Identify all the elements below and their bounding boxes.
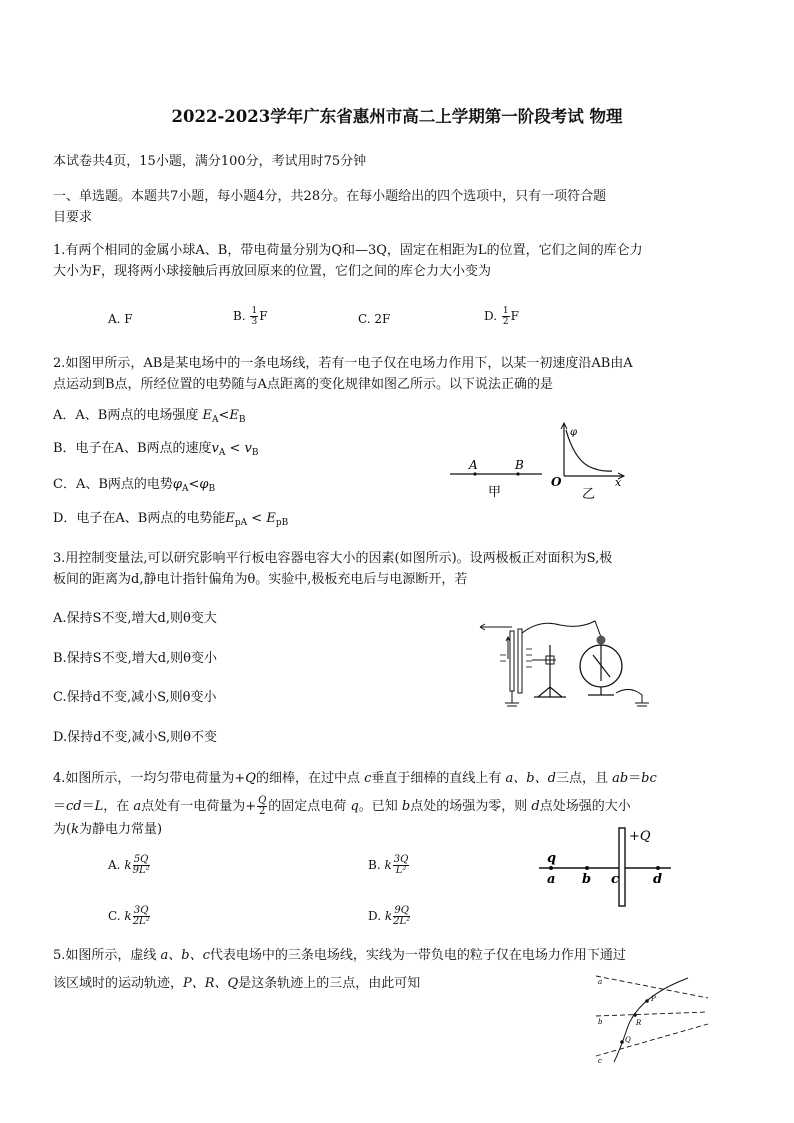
section1-heading: 一、单选题。本题共7小题，每小题4分，共28分。在每小题给出的四个选项中，只有一项符合题: [53, 189, 607, 204]
label-o: O: [551, 475, 562, 489]
label-b: b: [598, 1018, 603, 1026]
section1-heading-cont: 目要求: [53, 210, 93, 225]
label-b: B: [515, 458, 524, 472]
q2-stem-cont: 点运动到B点，所经位置的电势随与A点距离的变化规律如图乙所示。以下说法正确的是: [53, 377, 553, 392]
label-c: c: [598, 1057, 602, 1065]
q4-stem-cont: ＝cd＝L，在 a点处有一电荷量为+ $\frac{Q}{2}$ 的固定点电荷 q。已知 b点处的场强为零，则 d点处场强的大小: [53, 795, 631, 817]
q5-stem-cont: 该区域时的运动轨迹，P、R、Q是这条轨迹上的三点，由此可知: [53, 976, 421, 991]
charged-rod: [619, 828, 625, 906]
electrometer-ball: [597, 636, 606, 645]
label-r: R: [636, 1019, 642, 1027]
q4-figure: [535, 826, 685, 910]
label-q: Q: [625, 1036, 631, 1044]
q4-option-d: D. k $\frac{9Q}{\text{2L²}}$: [368, 905, 411, 927]
q1-option-a: A. F: [108, 312, 133, 326]
q3-option-d: D.保持d不变,减小S,则θ不变: [53, 730, 217, 745]
label-yi: 乙: [582, 487, 596, 502]
q5-stem: 5.如图所示，虚线 a、b、c代表电场中的三条电场线，实线为一带负电的粒子仅在电场力作用下通过: [53, 948, 626, 963]
q3-stem: 3.用控制变量法,可以研究影响平行板电容器电容大小的因素(如图所示)。设两极板正对面积为S,极: [53, 551, 613, 566]
q3-stem-cont: 板间的距离为d,静电计指针偏角为θ。实验中,极板充电后与电源断开，若: [53, 572, 468, 587]
electrometer-stand: [588, 687, 614, 695]
label-phi: φ: [570, 427, 578, 438]
label-x: x: [615, 476, 622, 489]
q5-figure: [590, 970, 710, 1065]
label-a: A: [469, 458, 478, 472]
field-line-b: [596, 1012, 708, 1016]
point-p: [645, 999, 649, 1003]
point-d: [656, 866, 660, 870]
q3-option-b: B.保持S不变,增大d,则θ变小: [53, 651, 218, 666]
q2-figure: [440, 420, 640, 500]
ground-left: [505, 703, 519, 706]
point-q: [620, 1040, 624, 1044]
q3-option-c: C.保持d不变,减小S,则θ变小: [53, 690, 217, 705]
point-a: [473, 472, 476, 475]
q2-option-c: C．A、B两点的电势$\varphi_A<\varphi_B$: [53, 477, 216, 494]
label-a: a: [547, 872, 556, 887]
plate-right: [518, 629, 522, 693]
q2-option-d: D．电子在A、B两点的电势能$E_{pA} < E_{pB}$: [53, 511, 289, 528]
q4-stem: 4.如图所示，一均匀带电荷量为+Q的细棒，在过中点 c垂直于细棒的直线上有 a、b、d三点，且 ab＝bc: [53, 771, 657, 786]
label-jia: 甲: [488, 485, 502, 500]
q4-option-b: B. k $\frac{3Q}{\text{L²}}$: [368, 854, 409, 876]
point-b: [585, 866, 589, 870]
q2-stem: 2.如图甲所示，AB是某电场中的一条电场线，若有一电子仅在电场力作用下，以某一初速度沿AB由A: [53, 356, 633, 371]
page-title: 2022-2023学年广东省惠州市高二上学期第一阶段考试 物理: [171, 107, 623, 126]
q1-stem: 1.有两个相同的金属小球A、B，带电荷量分别为Q和—3Q，固定在相距为L的位置，它们之间的库仑力: [53, 243, 643, 258]
ground-wire-right: [616, 689, 642, 703]
arrow-right-up: [506, 637, 510, 659]
label-p: P: [651, 995, 656, 1003]
point-a: [549, 866, 553, 870]
label-a: a: [598, 978, 603, 986]
plate-left: [510, 631, 514, 691]
field-line-c: [596, 1024, 708, 1056]
q4-option-c: C. k $\frac{3Q}{\text{2L²}}$: [108, 905, 150, 927]
q1-stem-cont: 大小为F，现将两小球接触后再放回原来的位置，它们之间的库仑力大小变为: [53, 264, 492, 279]
point-b: [516, 472, 519, 475]
label-c: c: [611, 872, 619, 887]
wire: [522, 621, 601, 637]
q1-option-b: B. $\frac{1}{3}$ F: [233, 306, 268, 327]
q1-option-c: C. 2F: [358, 312, 391, 326]
particle-trajectory: [614, 978, 688, 1062]
label-plus-q: +Q: [629, 829, 651, 844]
q2-option-b: B．电子在A、B两点的速度$v_A < v_B$: [53, 441, 259, 458]
q1-option-d: D. $\frac{1}{2}$ F: [484, 306, 519, 327]
q4-stem-cont2: 为(k为静电力常量): [53, 822, 163, 837]
ground-right: [635, 703, 649, 706]
label-d: d: [653, 872, 663, 887]
label-b: b: [582, 872, 592, 887]
label-q: q: [547, 851, 557, 866]
point-r: [633, 1013, 637, 1017]
exam-intro: 本试卷共4页，15小题，满分100分，考试用时75分钟: [53, 154, 367, 169]
q3-figure: [470, 615, 660, 710]
q2-option-a: A．A、B两点的电场强度 $E_A<E_B$: [53, 408, 246, 425]
q3-option-a: A.保持S不变,增大d,则θ变大: [53, 611, 217, 626]
q4-option-a: A. k $\frac{5Q}{\text{9L²}}$: [108, 854, 150, 876]
arrow-left: [480, 624, 512, 630]
